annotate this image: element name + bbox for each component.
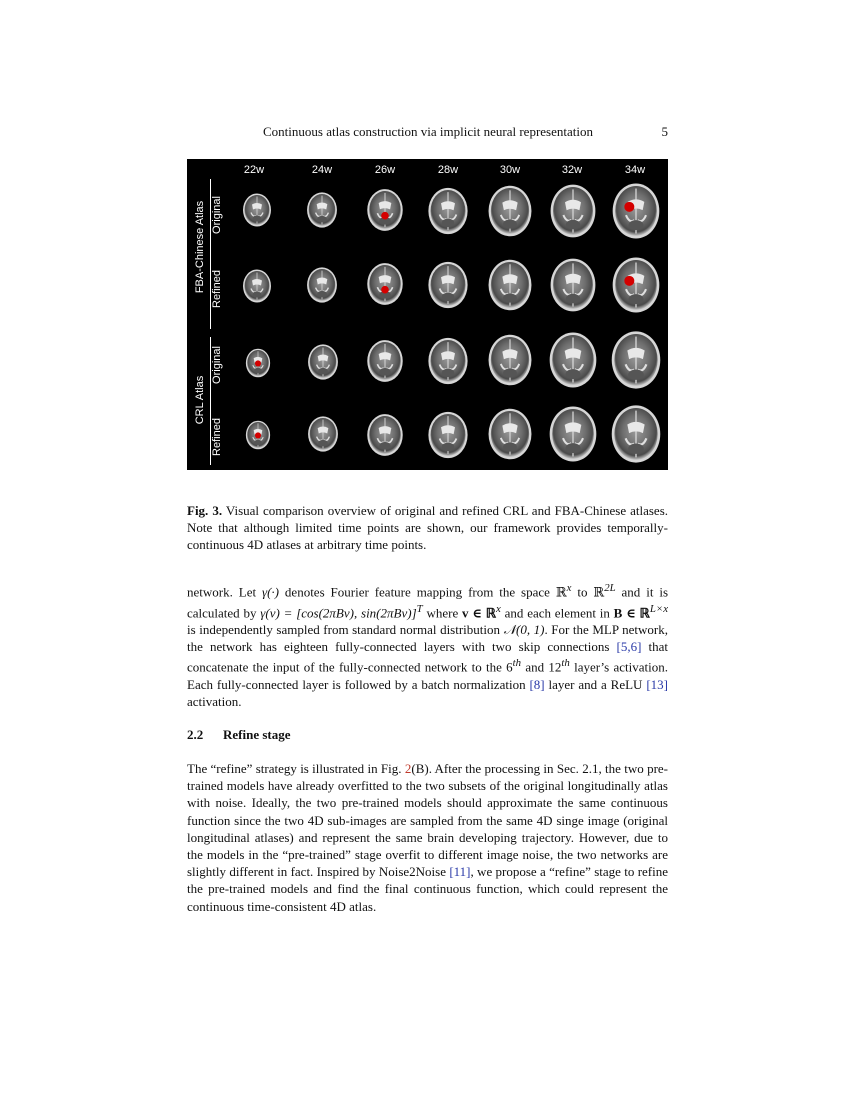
- paragraph-fourier-mlp: [187, 580, 668, 710]
- row-label-crl-refined: Refined: [211, 418, 223, 456]
- math-r2l: ℝ: [593, 584, 605, 600]
- brain-fba-original-28w: [427, 184, 469, 238]
- section-heading: [187, 727, 291, 743]
- math-rx: ℝ: [555, 584, 567, 600]
- brain-fba-original-30w: [487, 183, 533, 239]
- math-sup: x: [496, 602, 501, 615]
- brain-fba-refined-28w: [427, 258, 469, 312]
- brain-crl-original-30w: [487, 331, 533, 389]
- text-run: network. Let: [187, 584, 262, 600]
- math-v: v ∈ ℝ: [462, 604, 497, 620]
- text-run: that concatenate the input of the fully-connected network to the 6: [187, 639, 668, 675]
- math-equation: γ(v) = [cos(2πBv), sin(2πBv)]: [260, 604, 417, 620]
- running-header: [187, 124, 668, 144]
- column-label-30w: 30w: [499, 164, 521, 176]
- row-label-crl-original: Original: [211, 346, 223, 384]
- brain-crl-refined-32w: [548, 403, 598, 465]
- brain-crl-refined-28w: [427, 407, 469, 463]
- row-label-fba-refined: Refined: [211, 270, 223, 308]
- math-sup: T: [416, 602, 423, 615]
- brain-crl-original-34w: [610, 329, 662, 391]
- brain-fba-refined-24w: [306, 264, 338, 306]
- text-run: layer’s activation. Each fully-connected layer is followed by a batch normalization: [187, 659, 668, 692]
- paragraph-refine-stage: [187, 760, 668, 915]
- section-number: 2.2: [187, 727, 204, 742]
- brain-crl-refined-24w: [307, 413, 339, 455]
- text-run: activation.: [187, 694, 242, 710]
- brain-crl-refined-22w: [245, 417, 271, 453]
- brain-crl-original-32w: [548, 329, 598, 391]
- brain-fba-original-32w: [549, 181, 597, 241]
- brain-fba-original-22w: [242, 191, 272, 229]
- text-run: The “refine” strategy is illustrated in Fig.: [187, 761, 405, 776]
- text-run: layer and a ReLU: [544, 677, 647, 692]
- column-label-28w: 28w: [437, 164, 459, 176]
- math-sup: 2L: [604, 582, 616, 594]
- citation-link[interactable]: [5,6]: [616, 639, 642, 655]
- brain-crl-original-26w: [366, 335, 404, 387]
- text-run: and 12: [521, 659, 562, 675]
- column-label-22w: 22w: [243, 164, 265, 176]
- page-number: 5: [661, 124, 668, 139]
- column-label-32w: 32w: [561, 164, 583, 176]
- column-label-24w: 24w: [311, 164, 333, 176]
- figure-caption: [187, 502, 668, 553]
- column-label-34w: 34w: [624, 164, 646, 176]
- math-normal: 𝒩(0, 1): [503, 622, 545, 638]
- brain-fba-refined-34w: [611, 255, 661, 315]
- text-run: to: [571, 584, 594, 600]
- text-run: , we propose a “refine” stage to refine the pre-trained models and find the final continuous function, which could represent the continuous time-consistent 4D atlas.: [187, 864, 668, 914]
- brain-fba-original-34w: [611, 181, 661, 241]
- math-sup: th: [561, 657, 570, 670]
- citation-link[interactable]: [13]: [646, 677, 668, 692]
- text-run: and it is calculated by: [187, 584, 668, 620]
- brain-crl-original-24w: [307, 341, 339, 383]
- math-sup: x: [566, 582, 572, 594]
- brain-crl-refined-30w: [487, 405, 533, 463]
- caption-label: Fig. 3.: [187, 503, 223, 518]
- brain-crl-original-22w: [245, 345, 271, 381]
- text-run: denotes Fourier feature mapping from the space: [279, 584, 556, 600]
- section-title: Refine stage: [223, 727, 291, 742]
- text-run: is independently sampled from standard normal distribution: [187, 622, 504, 638]
- text-run: where: [422, 604, 463, 620]
- text-run: (B). After the processing in Sec. 2.1, the two pre-trained models have already overfitted to the two subsets of the original longitudinally atlas with noise. Ideally, the two pre-trained models should approximate the same continuous function since the two 4D sub-images are sampled from the same 4D singe image (original longitudinal atlases) and represent the same brain developing trajectory. However, due to the models in the “pre-trained” stage overfit to different image noise, the two networks are slightly different in fact. Inspired by Noise2Noise: [187, 761, 668, 880]
- brain-crl-refined-26w: [366, 409, 404, 461]
- brain-fba-refined-26w: [366, 260, 404, 308]
- brain-fba-original-24w: [306, 189, 338, 231]
- math-sup: L×x: [649, 602, 668, 615]
- text-run: . For the MLP network, the network has eighteen fully-connected layers with two skip connections: [187, 622, 668, 655]
- group-label-fba: FBA-Chinese Atlas: [194, 200, 206, 294]
- text-run: and each element in: [500, 604, 614, 620]
- brain-crl-original-28w: [427, 333, 469, 389]
- math-sup: th: [512, 657, 522, 670]
- brain-fba-refined-22w: [242, 267, 272, 305]
- citation-link[interactable]: [8]: [529, 677, 545, 692]
- column-label-26w: 26w: [374, 164, 396, 176]
- caption-text: Visual comparison overview of original and refined CRL and FBA-Chinese atlases. Note that although limited time points are shown, our framework provides temporally-continuous 4D atlases at arbitrary time points.: [187, 503, 668, 552]
- figure-3-brain-grid: [187, 159, 668, 470]
- row-label-fba-original: Original: [211, 196, 223, 234]
- running-title: Continuous atlas construction via implicit neural representation: [263, 124, 593, 139]
- figure-reference-link[interactable]: 2: [404, 761, 412, 776]
- brain-fba-refined-32w: [549, 255, 597, 315]
- math-b: B ∈ ℝ: [613, 604, 650, 620]
- brain-fba-refined-30w: [487, 257, 533, 313]
- citation-link[interactable]: [11]: [449, 864, 471, 880]
- group-label-crl: CRL Atlas: [194, 375, 206, 425]
- brain-fba-original-26w: [366, 186, 404, 234]
- math-gamma: γ(·): [261, 584, 280, 600]
- brain-crl-refined-34w: [610, 403, 662, 465]
